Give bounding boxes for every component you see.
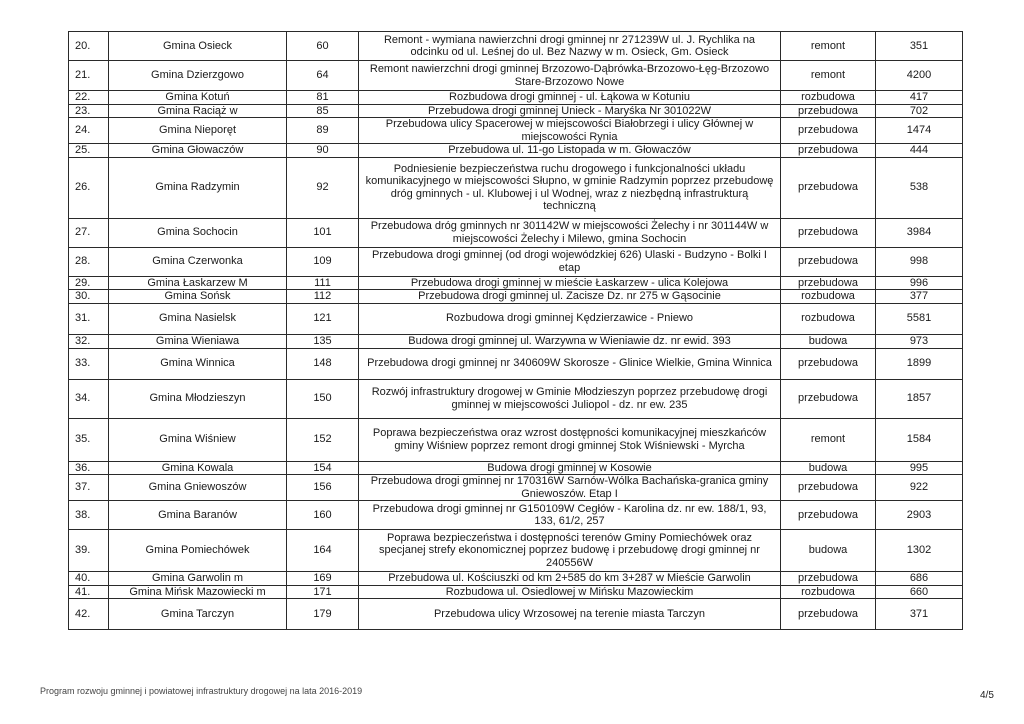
description-cell: Przebudowa ul. 11-go Listopada w m. Głowaczów <box>359 144 781 158</box>
gmina-cell: Gmina Osieck <box>109 32 287 61</box>
row-number-cell: 32. <box>69 334 109 348</box>
row-number-cell: 26. <box>69 157 109 218</box>
project-number-cell: 85 <box>287 104 359 118</box>
description-cell: Przebudowa ulicy Spacerowej w miejscowości Białobrzegi i ulicy Głównej w miejscowości Rynia <box>359 118 781 144</box>
gmina-cell: Gmina Dzierzgowo <box>109 61 287 91</box>
row-number-cell: 30. <box>69 290 109 304</box>
work-type-cell: budowa <box>781 461 876 475</box>
table-row <box>69 475 963 501</box>
value-cell: 1899 <box>876 348 963 379</box>
row-number-cell: 20. <box>69 32 109 61</box>
project-number-cell: 109 <box>287 247 359 276</box>
description-cell: Podniesienie bezpieczeństwa ruchu drogowego i funkcjonalności układu komunikacyjnego w miejscowości Słupno, w gminie Radzymin poprzez przebudowę dróg gminnych - ul. Klubowej i ul Wodnej, wraz z niezbędną infrastrukturą techniczną <box>359 157 781 218</box>
work-type-cell: przebudowa <box>781 247 876 276</box>
gmina-cell: Gmina Pomiechówek <box>109 530 287 572</box>
page-number: 4/5 <box>980 690 994 701</box>
description-cell: Rozbudowa drogi gminnej - ul. Łąkowa w Kotuniu <box>359 91 781 105</box>
description-cell: Przebudowa dróg gminnych nr 301142W w miejscowości Żelechy i nr 301144W w miejscowości Żelechy i Milewo, gmina Sochocin <box>359 218 781 247</box>
value-cell: 3984 <box>876 218 963 247</box>
work-type-cell: przebudowa <box>781 118 876 144</box>
work-type-cell: przebudowa <box>781 475 876 501</box>
gmina-cell: Gmina Garwolin m <box>109 572 287 586</box>
table-row <box>69 303 963 334</box>
table-row <box>69 118 963 144</box>
project-number-cell: 154 <box>287 461 359 475</box>
value-cell: 1857 <box>876 379 963 418</box>
table-row <box>69 290 963 304</box>
value-cell: 351 <box>876 32 963 61</box>
work-type-cell: remont <box>781 418 876 461</box>
gmina-cell: Gmina Winnica <box>109 348 287 379</box>
table-row <box>69 418 963 461</box>
work-type-cell: rozbudowa <box>781 290 876 304</box>
table-row <box>69 599 963 630</box>
project-number-cell: 148 <box>287 348 359 379</box>
value-cell: 4200 <box>876 61 963 91</box>
table-row <box>69 276 963 290</box>
gmina-cell: Gmina Kotuń <box>109 91 287 105</box>
table-row <box>69 144 963 158</box>
gmina-cell: Gmina Tarczyn <box>109 599 287 630</box>
row-number-cell: 27. <box>69 218 109 247</box>
table-row <box>69 91 963 105</box>
row-number-cell: 23. <box>69 104 109 118</box>
project-number-cell: 111 <box>287 276 359 290</box>
project-number-cell: 169 <box>287 572 359 586</box>
row-number-cell: 34. <box>69 379 109 418</box>
work-type-cell: przebudowa <box>781 276 876 290</box>
work-type-cell: przebudowa <box>781 572 876 586</box>
work-type-cell: budowa <box>781 334 876 348</box>
footer-text: Program rozwoju gminnej i powiatowej infrastruktury drogowej na lata 2016-2019 <box>40 686 363 696</box>
table-row <box>69 572 963 586</box>
gmina-cell: Gmina Łaskarzew M <box>109 276 287 290</box>
table-body <box>69 32 963 630</box>
work-type-cell: przebudowa <box>781 599 876 630</box>
gmina-cell: Gmina Gniewoszów <box>109 475 287 501</box>
project-number-cell: 171 <box>287 585 359 599</box>
row-number-cell: 22. <box>69 91 109 105</box>
row-number-cell: 39. <box>69 530 109 572</box>
row-number-cell: 37. <box>69 475 109 501</box>
table-row <box>69 157 963 218</box>
row-number-cell: 36. <box>69 461 109 475</box>
work-type-cell: przebudowa <box>781 218 876 247</box>
table-row <box>69 461 963 475</box>
description-cell: Przebudowa drogi gminnej (od drogi wojewódzkiej 626) Ulaski - Budzyno - Bolki I etap <box>359 247 781 276</box>
project-number-cell: 81 <box>287 91 359 105</box>
table-row <box>69 348 963 379</box>
row-number-cell: 25. <box>69 144 109 158</box>
project-number-cell: 150 <box>287 379 359 418</box>
gmina-cell: Gmina Nieporęt <box>109 118 287 144</box>
table-row <box>69 530 963 572</box>
row-number-cell: 35. <box>69 418 109 461</box>
gmina-cell: Gmina Sochocin <box>109 218 287 247</box>
gmina-cell: Gmina Mińsk Mazowiecki m <box>109 585 287 599</box>
gmina-cell: Gmina Czerwonka <box>109 247 287 276</box>
description-cell: Rozbudowa ul. Osiedlowej w Mińsku Mazowieckim <box>359 585 781 599</box>
value-cell: 702 <box>876 104 963 118</box>
work-type-cell: przebudowa <box>781 144 876 158</box>
value-cell: 538 <box>876 157 963 218</box>
table-row <box>69 61 963 91</box>
table-row <box>69 379 963 418</box>
project-number-cell: 135 <box>287 334 359 348</box>
work-type-cell: budowa <box>781 530 876 572</box>
gmina-cell: Gmina Baranów <box>109 501 287 530</box>
row-number-cell: 21. <box>69 61 109 91</box>
value-cell: 417 <box>876 91 963 105</box>
value-cell: 2903 <box>876 501 963 530</box>
value-cell: 686 <box>876 572 963 586</box>
description-cell: Przebudowa drogi gminnej nr 340609W Skorosze - Glinice Wielkie, Gmina Winnica <box>359 348 781 379</box>
gmina-cell: Gmina Głowaczów <box>109 144 287 158</box>
table-row <box>69 32 963 61</box>
row-number-cell: 33. <box>69 348 109 379</box>
project-number-cell: 160 <box>287 501 359 530</box>
value-cell: 5581 <box>876 303 963 334</box>
value-cell: 1584 <box>876 418 963 461</box>
work-type-cell: przebudowa <box>781 157 876 218</box>
description-cell: Poprawa bezpieczeństwa i dostępności terenów Gminy Pomiechówek oraz specjanej strefy ekonomicznej poprzez budowę i przebudowę drogi gminnej nr 240556W <box>359 530 781 572</box>
description-cell: Przebudowa drogi gminnej w mieście Łaskarzew - ulica Kolejowa <box>359 276 781 290</box>
description-cell: Przebudowa ulicy Wrzosowej na terenie miasta Tarczyn <box>359 599 781 630</box>
value-cell: 995 <box>876 461 963 475</box>
row-number-cell: 29. <box>69 276 109 290</box>
project-number-cell: 112 <box>287 290 359 304</box>
value-cell: 922 <box>876 475 963 501</box>
description-cell: Remont - wymiana nawierzchni drogi gminnej nr 271239W ul. J. Rychlika na odcinku od ul. Leśnej do ul. Bez Nazwy w m. Osieck, Gm. Osieck <box>359 32 781 61</box>
work-type-cell: rozbudowa <box>781 585 876 599</box>
work-type-cell: remont <box>781 32 876 61</box>
value-cell: 973 <box>876 334 963 348</box>
project-number-cell: 92 <box>287 157 359 218</box>
value-cell: 996 <box>876 276 963 290</box>
work-type-cell: rozbudowa <box>781 91 876 105</box>
description-cell: Rozwój infrastruktury drogowej w Gminie Młodzieszyn poprzez przebudowę drogi gminnej w miejscowości Juliopol - dz. nr ew. 235 <box>359 379 781 418</box>
description-cell: Budowa drogi gminnej ul. Warzywna w Wieniawie dz. nr ewid. 393 <box>359 334 781 348</box>
project-number-cell: 156 <box>287 475 359 501</box>
value-cell: 377 <box>876 290 963 304</box>
projects-table <box>68 31 963 630</box>
table-row <box>69 218 963 247</box>
gmina-cell: Gmina Wieniawa <box>109 334 287 348</box>
description-cell: Rozbudowa drogi gminnej Kędzierzawice - Pniewo <box>359 303 781 334</box>
project-number-cell: 60 <box>287 32 359 61</box>
value-cell: 444 <box>876 144 963 158</box>
project-number-cell: 64 <box>287 61 359 91</box>
description-cell: Przebudowa drogi gminnej nr 170316W Sarnów-Wólka Bachańska-granica gminy Gniewoszów. Etap I <box>359 475 781 501</box>
project-number-cell: 90 <box>287 144 359 158</box>
project-number-cell: 89 <box>287 118 359 144</box>
row-number-cell: 38. <box>69 501 109 530</box>
gmina-cell: Gmina Młodzieszyn <box>109 379 287 418</box>
table-row <box>69 501 963 530</box>
work-type-cell: rozbudowa <box>781 303 876 334</box>
description-cell: Przebudowa drogi gminnej ul. Zacisze Dz. nr 275 w Gąsocinie <box>359 290 781 304</box>
description-cell: Budowa drogi gminnej w Kosowie <box>359 461 781 475</box>
gmina-cell: Gmina Wiśniew <box>109 418 287 461</box>
table-row <box>69 104 963 118</box>
row-number-cell: 24. <box>69 118 109 144</box>
description-cell: Przebudowa drogi gminnej nr G150109W Cegłów - Karolina dz. nr ew. 188/1, 93, 133, 61/2, 257 <box>359 501 781 530</box>
project-number-cell: 152 <box>287 418 359 461</box>
row-number-cell: 40. <box>69 572 109 586</box>
project-number-cell: 101 <box>287 218 359 247</box>
row-number-cell: 28. <box>69 247 109 276</box>
work-type-cell: przebudowa <box>781 104 876 118</box>
value-cell: 1474 <box>876 118 963 144</box>
description-cell: Poprawa bezpieczeństwa oraz wzrost dostępności komunikacyjnej mieszkańców gminy Wiśniew poprzez remont drogi gminnej Stok Wiśniewski - Myrcha <box>359 418 781 461</box>
gmina-cell: Gmina Raciąż w <box>109 104 287 118</box>
table-row <box>69 585 963 599</box>
description-cell: Przebudowa ul. Kościuszki od km 2+585 do km 3+287 w Mieście Garwolin <box>359 572 781 586</box>
project-number-cell: 121 <box>287 303 359 334</box>
description-cell: Remont nawierzchni drogi gminnej Brzozowo-Dąbrówka-Brzozowo-Łęg-Brzozowo Stare-Brzozowo Nowe <box>359 61 781 91</box>
project-number-cell: 179 <box>287 599 359 630</box>
gmina-cell: Gmina Nasielsk <box>109 303 287 334</box>
description-cell: Przebudowa drogi gminnej Unieck - Maryśka Nr 301022W <box>359 104 781 118</box>
value-cell: 371 <box>876 599 963 630</box>
gmina-cell: Gmina Radzymin <box>109 157 287 218</box>
table-row <box>69 247 963 276</box>
gmina-cell: Gmina Kowala <box>109 461 287 475</box>
gmina-cell: Gmina Sońsk <box>109 290 287 304</box>
row-number-cell: 31. <box>69 303 109 334</box>
work-type-cell: przebudowa <box>781 348 876 379</box>
value-cell: 1302 <box>876 530 963 572</box>
row-number-cell: 42. <box>69 599 109 630</box>
row-number-cell: 41. <box>69 585 109 599</box>
value-cell: 660 <box>876 585 963 599</box>
work-type-cell: przebudowa <box>781 501 876 530</box>
work-type-cell: remont <box>781 61 876 91</box>
work-type-cell: przebudowa <box>781 379 876 418</box>
value-cell: 998 <box>876 247 963 276</box>
project-number-cell: 164 <box>287 530 359 572</box>
table-row <box>69 334 963 348</box>
